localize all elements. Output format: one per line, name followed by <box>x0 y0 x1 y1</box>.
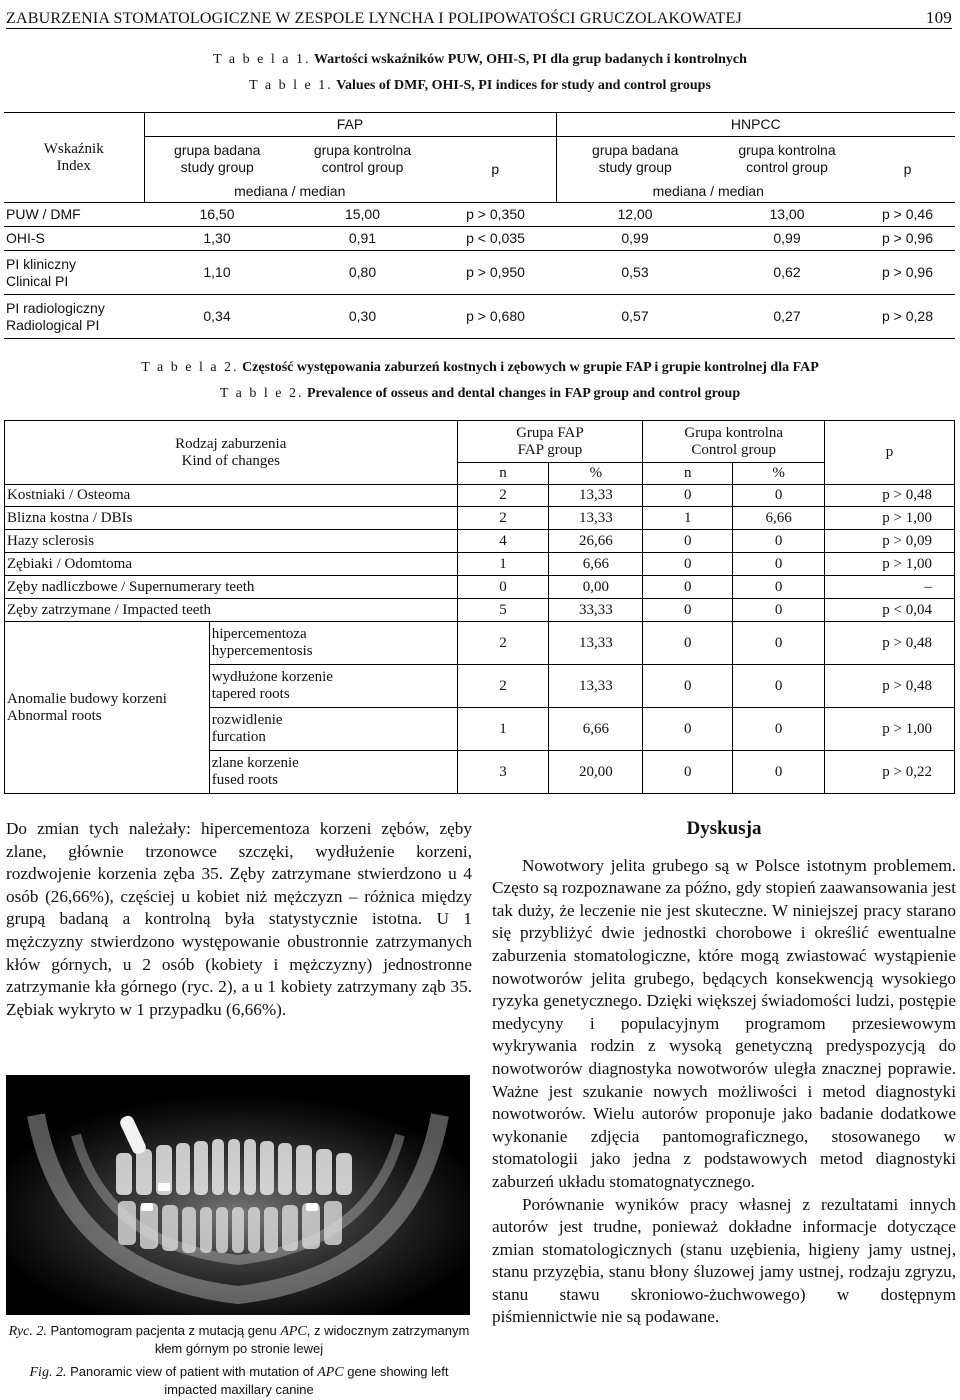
section-heading: Dyskusja <box>686 818 762 839</box>
fap-header: FAP <box>144 113 556 137</box>
table2-caption-en: T a b l e 2. Prevalence of osseus and dental changes in FAP group and control group <box>219 386 741 401</box>
hnpcc-p-header: p <box>903 161 912 177</box>
running-title: ZABURZENIA STOMATOLOGICZNE W ZESPOLE LYNCHA I POLIPOWATOŚCI GRUCZOLAKOWATEJ <box>6 10 742 27</box>
table-row: Zęby zatrzymane / Impacted teeth 5 33,33 0 0 p < 0,04 <box>5 599 955 622</box>
running-header <box>6 2 952 29</box>
table1 <box>4 112 955 339</box>
p-header: p <box>825 421 955 485</box>
table-row: Zęby nadliczbowe / Supernumerary teeth 0 0,00 0 0 – <box>5 576 955 599</box>
table-row: Kostniaki / Osteoma 2 13,33 0 0 p > 0,48 <box>5 485 955 507</box>
fap-group-header: Grupa FAP FAP group <box>457 421 643 463</box>
hnpcc-median-label: mediana / median <box>556 181 860 203</box>
hnpcc-control-header: grupa kontrolna control group <box>738 141 836 175</box>
table-row: rozwidlenie furcation 1 6,66 0 0 p > 1,00 <box>5 708 955 751</box>
body-paragraph: Do zmian tych należały: hipercementoza korzeni zębów, zęby zlane, głównie trzonowce szczęki, wydłużenie korzeni, rozdwojenie korzenia zęba 35. Zęby zatrzymane stwierdzono u 4 osób (26,66%), częściej u kobiet niż mężczyzn – różnica między grupą badaną a kontrolną była statystycznie istotna. U 1 mężczyzny stwierdzono występowanie obustronnie zatrzymanych kłów górnych, u 2 osób (kobiety i mężczyzny) jednostronne zatrzymanie kła górnego (ryc. 2), a u 1 kobiety zatrzymany ząb 35. Zębiak wykryto w 1 przypadku (6,66%). <box>6 819 472 1019</box>
index-header: Wskaźnik Index <box>43 140 104 174</box>
table-row: Anomalie budowy korzeni Abnormal roots hipercementoza hypercementosis 2 13,33 0 0 p > 0,48 <box>5 622 955 665</box>
table-row: Zębiaki / Odomtoma 1 6,66 0 0 p > 1,00 <box>5 553 955 576</box>
table2: Rodzaj zaburzenia Kind of changes Grupa FAP FAP group Grupa kontrolna Control group p n % n % Kostniaki / Osteoma 2 13,33 0 0 p > 0,48 Blizna kostna / DBIs 2 13,33 1 6,66 p > 1,00 Hazy sclerosis 4 26,66 0 0 p > 0,09 Zębiaki / Odomtoma 1 6,66 0 0 p > 1,00 Zęby nadliczbowe / Supernumerary teeth 0 0,00 0 0 – Zęby zatrzymane / Impacted teeth 5 33,33 0 0 p < 0,04 Anomalie budowy korzeni Abnormal roots hipercementoza hypercementosis 2 13,33 0 0 p > 0,48 wydłużone korzenie tapered roots 2 13,33 0 0 p > 0,48 rozwidlenie furcation 1 6,66 0 0 p > 1,00 zlane korzenie fused roots 3 20,00 0 0 p > 0,22 <box>4 420 955 794</box>
fap-p-header: p <box>491 161 500 177</box>
fap-median-label: mediana / median <box>144 181 435 203</box>
figure-caption-pl: Ryc. 2. Pantomogram pacjenta z mutacją genu APC, z widocznym zatrzymanym kłem górnym po stronie lewej <box>8 1323 470 1356</box>
fap-control-header: grupa kontrolna control group <box>313 141 412 175</box>
table-row: Blizna kostna / DBIs 2 13,33 1 6,66 p > 1,00 <box>5 507 955 530</box>
fap-study-header: grupa badana study group <box>144 137 290 181</box>
table1-caption-pl: T a b e l a 1. Wartości wskaźników PUW, OHI-S, PI dla grup badanych i kontrolnych <box>213 52 747 67</box>
table-row: zlane korzenie fused roots 3 20,00 0 0 p > 0,22 <box>5 751 955 794</box>
body-paragraph: Nowotwory jelita grubego są w Polsce istotnym problemem. Często są rozpoznawane za późno, gdy stopień zaawansowania jest tak duży, że leczenie nie jest skuteczne. W niniejszej pracy starano się przybliżyć dwie jednostki chorobowe i określić ewentualne zaburzenia stomatologiczne, które mogą zwiastować wystąpienie nowotworów jelita grubego, będących konsekwencją wysokiego ryzyka genetycznego. Dzięki większej świadomości ludzi, postępie medycyny i populacyjnym programom przesiewowym wykrywania rodzin z wysoką genetyczną predyspozycją do nowotworów diagnostyka nowotworów uległa znacznej poprawie. Ważne jest szukanie nowych możliwości i metod diagnostyki nowotworów. Wielu autorów proponuje jako badanie dodatkowe wykonanie zdjęcia pantomograficznego, stosowanego w stomatologii jako jedna z podstawowych metod diagnostyki zaburzeń układu stomatognatycznego. <box>492 855 956 1191</box>
kind-header: Rodzaj zaburzenia Kind of changes <box>5 421 458 485</box>
hnpcc-study-header: grupa badana study group <box>556 137 714 181</box>
xray-drawing <box>6 1075 470 1315</box>
control-group-header: Grupa kontrolna Control group <box>643 421 825 463</box>
table-row: wydłużone korzenie tapered roots 2 13,33 0 0 p > 0,48 <box>5 665 955 708</box>
abnormal-roots-label: Anomalie budowy korzeni Abnormal roots <box>5 622 210 794</box>
table-row: Hazy sclerosis 4 26,66 0 0 p > 0,09 <box>5 530 955 553</box>
discussion-column <box>492 818 956 1329</box>
body-paragraph: Porównanie wyników pracy własnej z rezultatami innych autorów jest trudne, ponieważ dokładne informacje dotyczące zmian stomatologicznych (stanu uzębienia, higieny jamy ustnej, stanu przyzębia, stanu błony śluzowej jamy ustnej, rodzaju zgryzu, stanu stawu skroniowo-żuchwowego) w dostępnym piśmiennictwie nie są podawane. <box>492 1194 956 1327</box>
table1-caption-en: T a b l e 1. Values of DMF, OHI-S, PI indices for study and control groups <box>249 78 711 93</box>
table-row: PI kliniczny Clinical PI 1,10 0,80 p > 0,950 0,53 0,62 p > 0,96 <box>4 251 955 295</box>
hnpcc-header: HNPCC <box>556 113 955 137</box>
table-row: OHI-S 1,30 0,91 p < 0,035 0,99 0,99 p > 0,96 <box>4 227 955 251</box>
left-column <box>6 818 472 1021</box>
panoramic-xray-image <box>6 1075 470 1315</box>
table2-caption-pl: T a b e l a 2. Częstość występowania zaburzeń kostnych i zębowych w grupie FAP i grupie kontrolnej dla FAP <box>141 360 819 375</box>
figure-caption-en: Fig. 2. Panoramic view of patient with mutation of APC gene showing left impacted maxillary canine <box>29 1364 449 1397</box>
table-row: PUW / DMF 16,50 15,00 p > 0,350 12,00 13,00 p > 0,46 <box>4 203 955 227</box>
page-number: 109 <box>925 8 952 27</box>
table-row: PI radiologiczny Radiological PI 0,34 0,30 p > 0,680 0,57 0,27 p > 0,28 <box>4 295 955 339</box>
